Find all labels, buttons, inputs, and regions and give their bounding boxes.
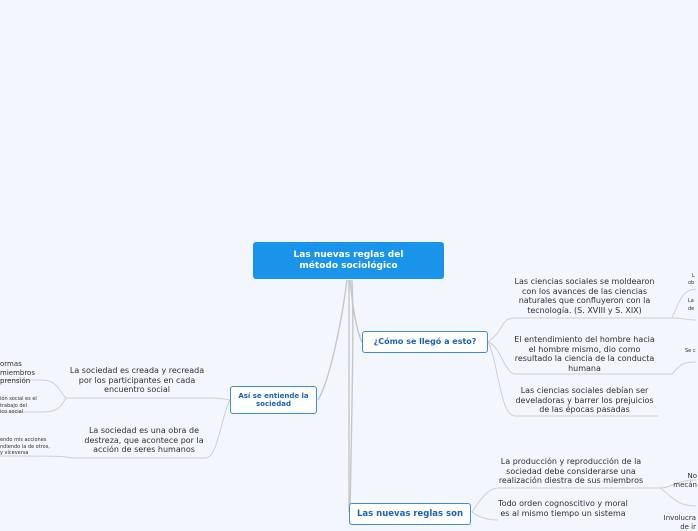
- topic-asi-label: Así se entiende la sociedad: [238, 391, 309, 408]
- topic-como-label: ¿Cómo se llegó a esto?: [373, 337, 477, 347]
- far-right-fragment-2[interactable]: ob: [688, 280, 695, 286]
- subtopic-nuevas-2[interactable]: Todo orden cognoscitivo y moral es al mismo tiempo un sistema: [498, 499, 628, 518]
- far-right-fragment-1[interactable]: L: [692, 273, 695, 279]
- connector-root-asi: [318, 280, 347, 400]
- far-right-fragment-3[interactable]: La: [688, 298, 694, 304]
- subtopic-asi-1[interactable]: La sociedad es creada y recreada por los participantes en cada encuentro social: [69, 366, 205, 395]
- connector-root-extra: [350, 280, 353, 512]
- far-right-fragment-4[interactable]: de: [688, 306, 695, 312]
- subtopic-como-1[interactable]: Las ciencias sociales se moldearon con los avances de las ciencias naturales que confluyeron con la tecnología. (S. XVIII y S. XIX): [514, 277, 655, 315]
- right-fragment-1[interactable]: No mecán: [673, 471, 697, 489]
- left-fragment-1[interactable]: ormas miembros prensión: [0, 359, 35, 386]
- subtopic-asi-2[interactable]: La sociedad es una obra de destreza, que acontece por la acción de seres humanos: [84, 426, 204, 455]
- right-fragment-2[interactable]: Involucra de ir: [663, 513, 696, 531]
- topic-asi-se-entiende[interactable]: [230, 386, 317, 414]
- root-topic-label: Las nuevas reglas del método sociológico: [293, 250, 404, 271]
- far-right-fragment-5[interactable]: Se c: [685, 348, 696, 354]
- subtopic-como-3[interactable]: Las ciencias sociales debían ser develadoras y barrer los prejuicios de las épocas pasadas: [515, 386, 654, 415]
- connector-far-3: [672, 362, 696, 374]
- root-topic[interactable]: [253, 242, 444, 279]
- topic-nuevas-reglas-son[interactable]: [349, 503, 471, 525]
- left-fragment-3[interactable]: endo mis acciones ndiendo la de otros, y viceversa: [0, 437, 50, 456]
- connector-left-3: [0, 456, 72, 458]
- connector-right-2: [660, 488, 696, 506]
- subtopic-como-2[interactable]: El entendimiento del hombre hacia el hombre mismo, dio como resultado la ciencia de la conducta humana: [514, 335, 655, 373]
- topic-nuevas-label: Las nuevas reglas son: [357, 508, 463, 519]
- left-fragment-2[interactable]: ión social es el trabajo del ico social: [0, 396, 37, 415]
- connector-far-2: [672, 318, 696, 320]
- topic-como-se-llego[interactable]: [362, 331, 488, 353]
- subtopic-nuevas-1[interactable]: La producción y reproducción de la sociedad debe considerarse una realización diestra de sus miembros: [498, 457, 644, 486]
- connector-asi-1: [66, 398, 230, 400]
